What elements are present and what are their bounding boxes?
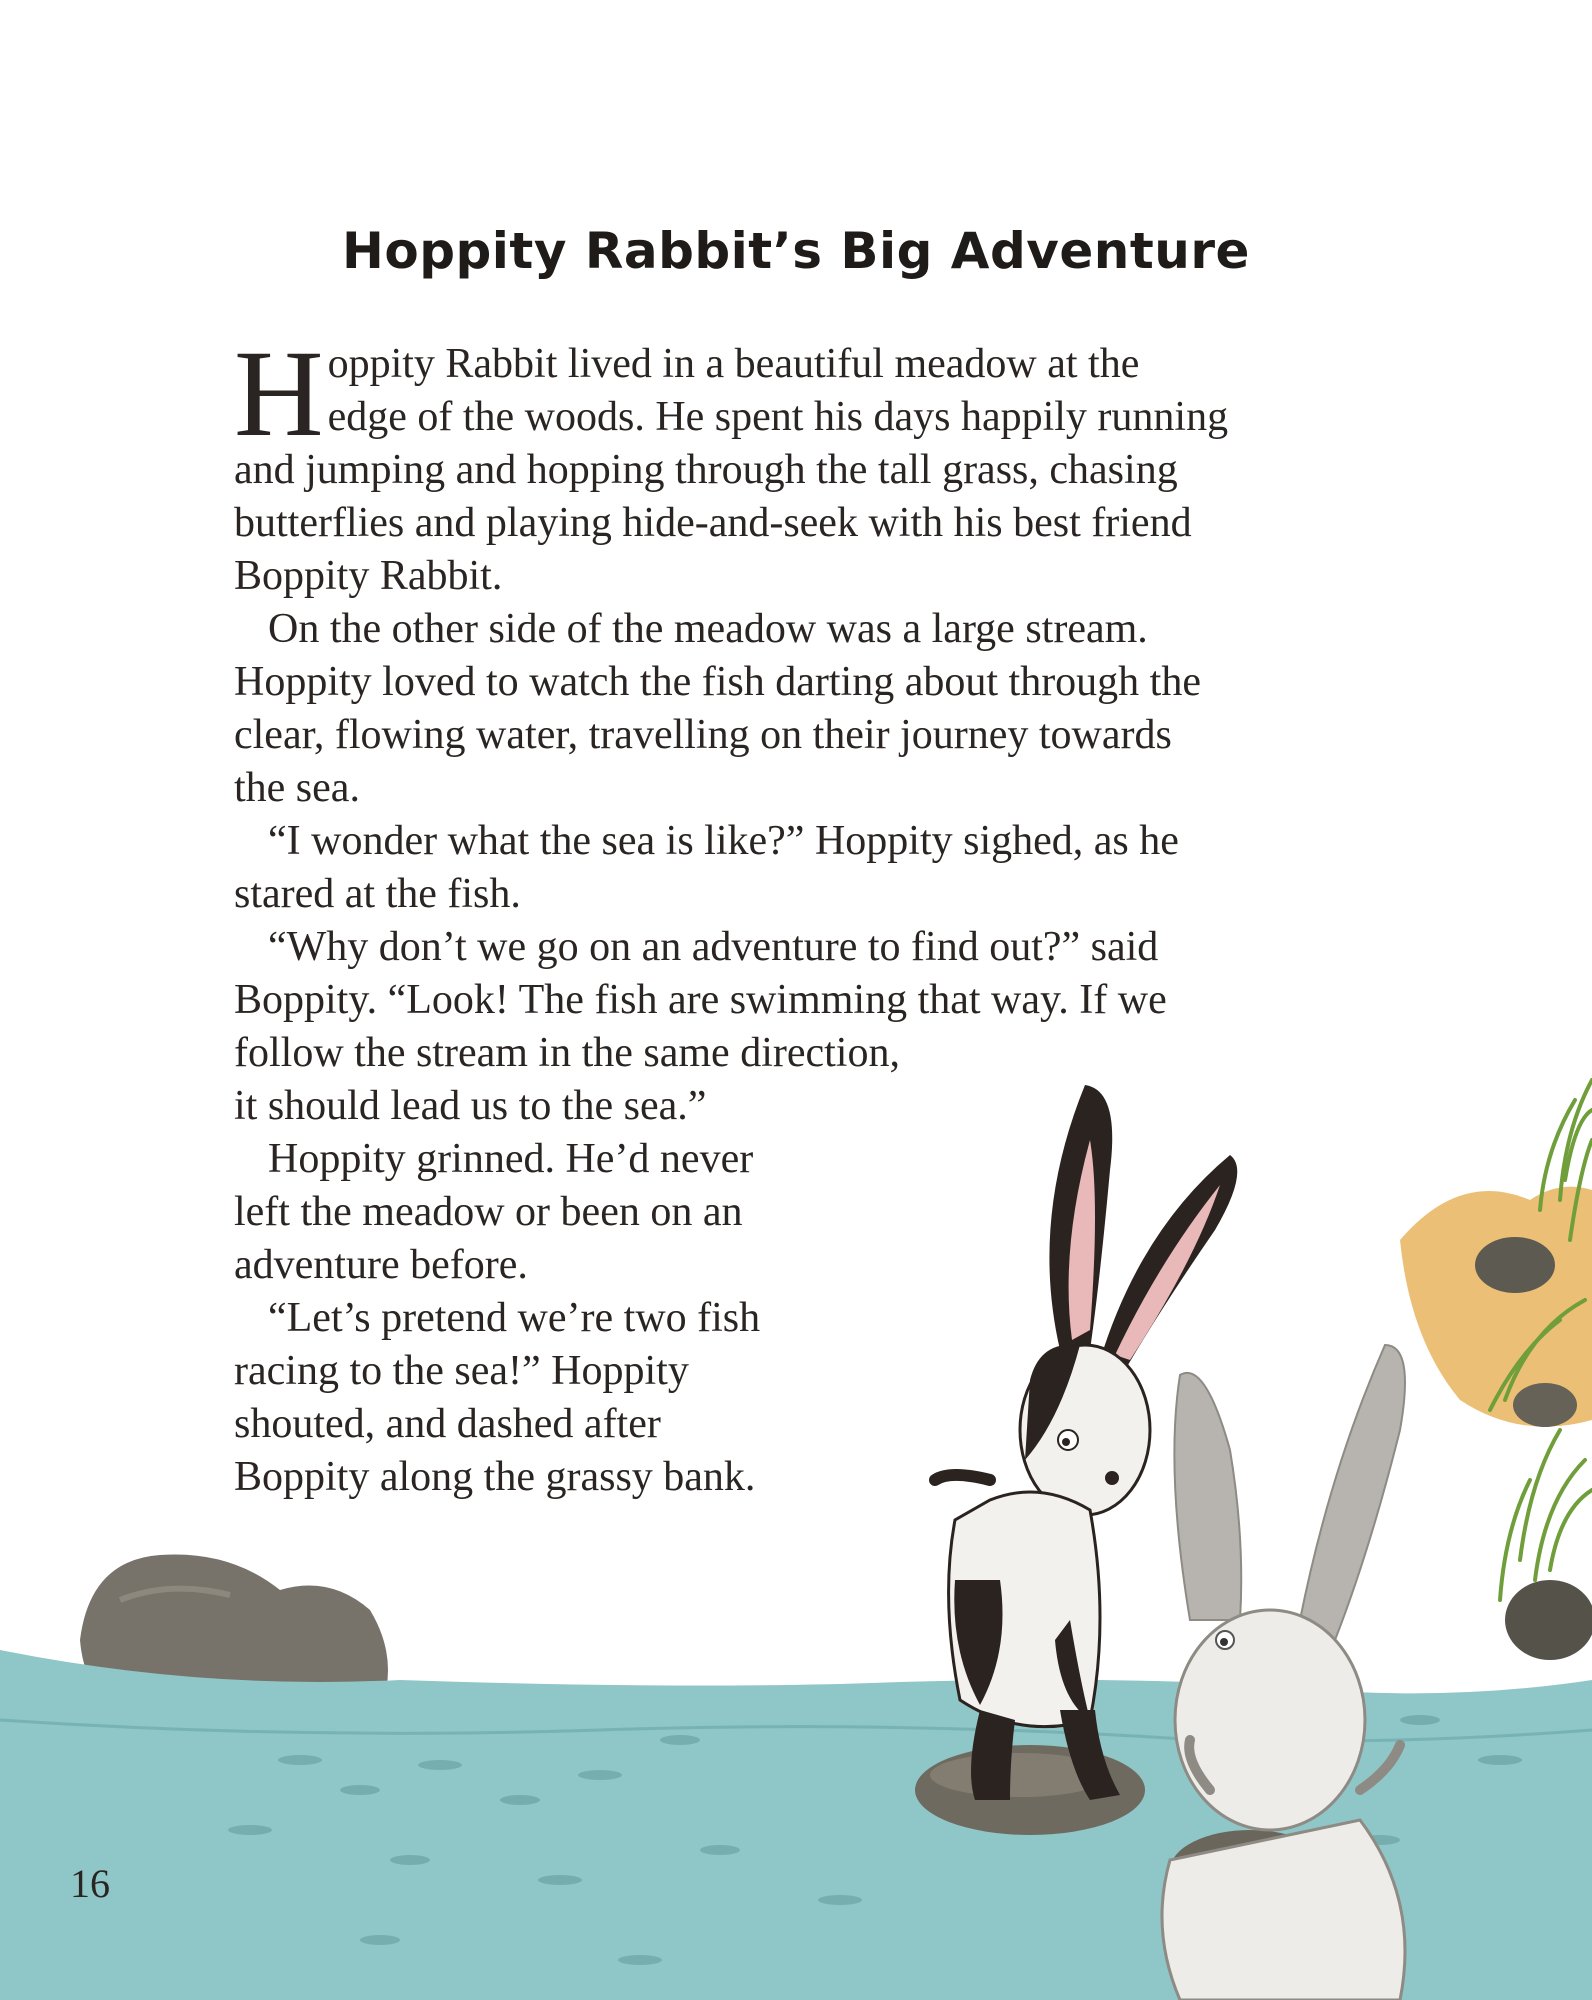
text-line: “I wonder what the sea is like?” Hoppity sighed, as he [268,818,1179,864]
story-text [234,325,1374,1504]
paragraph-6 [234,1292,1374,1504]
text-line: clear, flowing water, travelling on their journey towards [234,712,1172,758]
text-line: stared at the fish. [234,871,521,917]
text-line: Hoppity grinned. He’d never [268,1136,754,1182]
rock-right-3 [1505,1580,1592,1660]
text-line: left the meadow or been on an [234,1189,743,1235]
text-line: Boppity. “Look! The fish are swimming that way. If we [234,977,1167,1023]
text-line: “Let’s pretend we’re two fish [268,1295,761,1341]
paragraph-2 [234,603,1374,815]
text-line: Hoppity loved to watch the fish darting about through the [234,659,1201,705]
text-line: butterflies and playing hide-and-seek with his best friend [234,500,1192,546]
text-line: Boppity along the grassy bank. [234,1454,756,1500]
text-line: Boppity Rabbit. [234,553,503,599]
page-number: 16 [70,1861,110,1906]
text-line: follow the stream in the same direction, [234,1030,900,1076]
text-line: adventure before. [234,1242,528,1288]
text-line: On the other side of the meadow was a large stream. [268,606,1148,652]
paragraph-5 [234,1133,1374,1292]
text-line: “Why don’t we go on an adventure to find out?” said [268,924,1159,970]
rock-right-1 [1475,1237,1555,1293]
text-line: oppity Rabbit lived in a beautiful meadow at the [327,341,1140,387]
text-line: edge of the woods. He spent his days happily running [327,394,1229,440]
text-line: the sea. [234,765,360,811]
drop-cap: H [234,325,324,462]
text-line: racing to the sea!” Hoppity [234,1348,689,1394]
paragraph-4 [234,921,1374,1133]
rock-right-2 [1513,1383,1577,1427]
paragraph-3 [234,815,1374,921]
story-title: Hoppity Rabbit’s Big Adventure [342,222,1250,280]
text-line: it should lead us to the sea.” [234,1083,707,1129]
paragraph-1 [234,325,1374,603]
text-line: and jumping and hopping through the tall grass, chasing [234,447,1178,493]
text-line: shouted, and dashed after [234,1401,661,1447]
